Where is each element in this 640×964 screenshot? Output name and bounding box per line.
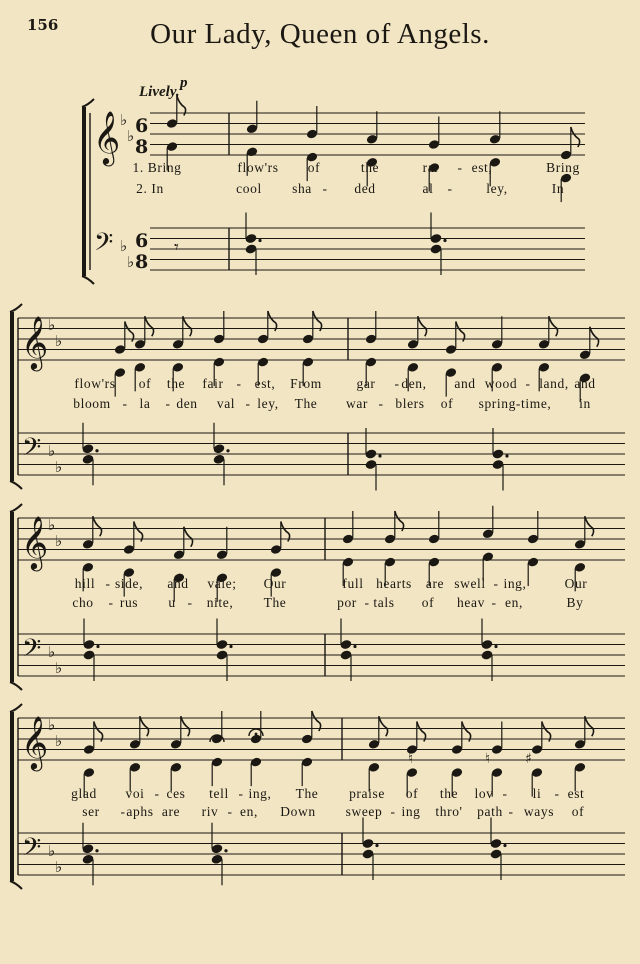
system-2-verse1-syllable: est, <box>254 376 276 391</box>
fermata-1-dot <box>216 739 219 742</box>
system-3-verse1-syllable: vale; <box>207 576 237 591</box>
system-4-treble-note-12-flag <box>585 716 594 736</box>
system-4-verse2-syllable: Down <box>280 804 316 819</box>
system-2-verse2-syllable: spring-time, <box>478 396 552 411</box>
system-2-treble-key-flat-1: ♭ <box>48 316 56 334</box>
system-2-verse1-syllable: - <box>394 376 400 391</box>
system-2-verse2-syllable: - <box>165 396 171 411</box>
system-2-bass-chord-2-dot <box>226 449 229 452</box>
system-2-bass-chord-4-dot <box>505 454 508 457</box>
system-4-bass-key-flat-2: ♭ <box>55 858 63 876</box>
system-3-verse1-syllable: ing, <box>503 576 527 591</box>
system-3-verse1-syllable: Our <box>263 576 287 591</box>
system-1-treble-key-flat-2: ♭ <box>127 127 135 145</box>
system-4-verse1-syllable: - <box>554 786 560 801</box>
system-2-verse1-syllable: wood <box>484 376 518 391</box>
system-3-verse2-syllable: - <box>364 595 370 610</box>
system-4-verse1-syllable: voi <box>125 786 145 801</box>
system-3-treble-note-3-flag <box>184 527 193 547</box>
system-2-verse1-syllable: den, <box>401 376 427 391</box>
system-4-verse1-syllable: the <box>439 786 459 801</box>
system-4-verse1-syllable: tell <box>209 786 229 801</box>
system-2-treble-note-2-flag <box>145 316 154 336</box>
system-3-verse2-syllable: The <box>263 595 287 610</box>
system-2-bracket <box>10 312 14 481</box>
system-4-verse2-syllable: - <box>120 804 126 819</box>
system-4-verse1-syllable: glad <box>71 786 97 801</box>
system-3-bass-key-flat-1: ♭ <box>48 643 56 661</box>
system-1-verse1-syllable: - <box>457 160 463 175</box>
system-2-verse1-syllable: of <box>138 376 152 391</box>
system-2-bass-key-flat-1: ♭ <box>48 442 56 460</box>
system-2-bass-clef: 𝄢 <box>22 433 42 468</box>
system-3-treble-clef: 𝄞 <box>21 515 49 569</box>
system-4-bass-chord-3-dot <box>375 844 378 847</box>
system-4-verse1-syllable: li <box>532 786 542 801</box>
system-1-treble-key-flat-1: ♭ <box>120 111 128 129</box>
system-3-verse1-syllable: and <box>167 576 189 591</box>
system-4-verse1-syllable: lov <box>474 786 494 801</box>
system-1-verse2-syllable: - <box>322 181 328 196</box>
system-2-bracket-top-curl <box>10 304 22 312</box>
system-1-verse1-syllable: est, <box>471 160 493 175</box>
system-2-verse1-syllable: the <box>166 376 186 391</box>
system-1-bass-chord-1-dot <box>258 239 261 242</box>
system-3-verse1-syllable: - <box>105 576 111 591</box>
system-2-treble-clef: 𝄞 <box>21 315 49 369</box>
system-4-verse2-syllable: are <box>161 804 181 819</box>
system-4-verse2-syllable: - <box>227 804 233 819</box>
system-3-verse2-syllable: heav <box>457 595 485 610</box>
system-3-verse2-syllable: - <box>108 595 114 610</box>
system-2-verse1-syllable: gar <box>356 376 376 391</box>
system-2-verse2-syllable: of <box>440 396 454 411</box>
system-4-verse1-syllable: ing, <box>248 786 272 801</box>
system-2-verse2-syllable: - <box>122 396 128 411</box>
system-2-bass-chord-3-dot <box>378 454 381 457</box>
system-2-verse2-syllable: ley, <box>257 396 279 411</box>
system-1-verse2-syllable: ded <box>354 181 376 196</box>
system-2-verse2-syllable: blers <box>395 396 425 411</box>
system-1-bass-key-flat-1: ♭ <box>120 237 128 255</box>
system-2-treble-note-11-flag <box>549 316 558 336</box>
system-2-bass-key-flat-2: ♭ <box>55 458 63 476</box>
system-1-verse1-syllable: Bring <box>546 160 580 175</box>
system-2-verse2-syllable: bloom <box>73 396 111 411</box>
system-4-verse1-syllable: of <box>405 786 419 801</box>
system-4-treble-clef: 𝄞 <box>21 715 49 769</box>
system-3-verse1-syllable: Our <box>564 576 588 591</box>
system-1-treble-clef: 𝄞 <box>93 110 121 164</box>
system-4-verse1-syllable: est <box>567 786 585 801</box>
system-3-verse2-syllable: tals <box>373 595 395 610</box>
system-4-bass-chord-4-dot <box>503 844 506 847</box>
system-3-bass-chord-2-dot <box>229 645 232 648</box>
system-1-verse1-syllable: rar <box>422 160 440 175</box>
system-4-verse1-syllable: - <box>502 786 508 801</box>
system-4-natural-accidental-2: ♮ <box>485 751 491 767</box>
system-3-bracket <box>10 512 14 682</box>
system-4-bass-chord-1-dot <box>95 849 98 852</box>
tempo-marking: Lively. <box>139 84 180 100</box>
system-2-verse2-syllable: - <box>245 396 251 411</box>
system-4-verse2-syllable: ing <box>401 804 421 819</box>
system-3-verse2-syllable: nite, <box>206 595 234 610</box>
system-1-verse1-syllable: flow'rs <box>237 160 279 175</box>
system-4-bracket-top-curl <box>10 704 22 712</box>
system-4-treble-key-flat-2: ♭ <box>55 732 63 750</box>
system-4-bass-chord-2-dot <box>224 849 227 852</box>
system-2-verse1-syllable: From <box>290 376 322 391</box>
system-4-verse2-syllable: en, <box>240 804 258 819</box>
system-2-verse2-syllable: in <box>579 396 591 411</box>
system-3-verse2-syllable: por <box>337 595 357 610</box>
system-3-verse2-syllable: - <box>187 595 193 610</box>
system-4-verse2-syllable: sweep <box>345 804 383 819</box>
system-3-bracket-top-curl <box>10 504 22 512</box>
system-3-verse1-syllable: hearts <box>376 576 412 591</box>
system-1-verse2-syllable: ley, <box>486 181 508 196</box>
system-2-verse2-syllable: - <box>378 396 384 411</box>
system-2-verse2-syllable: den <box>176 396 198 411</box>
system-2-verse2-syllable: war <box>345 396 369 411</box>
system-3-verse2-syllable: - <box>491 595 497 610</box>
bass-eighth-rest: 𝄾 <box>174 237 179 258</box>
system-3-verse1-syllable: side, <box>114 576 144 591</box>
system-1-bass-clef: 𝄢 <box>94 228 114 263</box>
system-1-verse2-syllable: al <box>422 181 434 196</box>
system-3-verse2-syllable: u <box>168 595 176 610</box>
system-4-verse2-syllable: ways <box>523 804 555 819</box>
system-1-verse2-syllable: sha <box>292 181 312 196</box>
system-2-verse1-syllable: fair <box>202 376 224 391</box>
system-4-verse2-syllable: ser <box>82 804 100 819</box>
bass-time-signature-top: 6 <box>135 230 149 252</box>
system-3-verse2-syllable: of <box>421 595 435 610</box>
system-3-treble-key-flat-2: ♭ <box>55 532 63 550</box>
system-4-verse1-syllable: The <box>295 786 319 801</box>
system-2-verse1-syllable: land, <box>539 376 569 391</box>
system-1-verse2-syllable: 2. In <box>136 181 164 196</box>
system-4-treble-note-7-flag <box>379 716 388 736</box>
system-2-verse1-syllable: - <box>236 376 242 391</box>
system-3-bass-chord-3-dot <box>353 645 356 648</box>
system-2-verse2-syllable: la <box>139 396 151 411</box>
system-2-treble-note-3-flag <box>183 316 192 336</box>
page-number: 156 <box>27 16 59 34</box>
system-2-bass-chord-1-dot <box>95 449 98 452</box>
system-3-verse2-syllable: en, <box>505 595 523 610</box>
system-3-verse1-syllable: are <box>425 576 445 591</box>
system-3-verse1-syllable: full <box>342 576 364 591</box>
system-3-bass-chord-1-dot <box>96 645 99 648</box>
system-4-bass-clef: 𝄢 <box>22 833 42 868</box>
system-3-verse2-syllable: cho <box>72 595 94 610</box>
system-4-verse2-syllable: path <box>477 804 503 819</box>
system-3-verse2-syllable: rus <box>119 595 139 610</box>
system-1-verse2-syllable: - <box>447 181 453 196</box>
treble-time-signature-top: 6 <box>135 115 149 137</box>
system-1-bracket-bottom-curl <box>82 276 94 284</box>
system-4-verse1-syllable: praise <box>349 786 385 801</box>
system-4-treble-key-flat-1: ♭ <box>48 716 56 734</box>
system-4-treble-note-2-flag <box>140 716 149 736</box>
system-4-verse2-syllable: - <box>508 804 514 819</box>
system-1-verse2-syllable: cool <box>236 181 262 196</box>
system-3-treble-key-flat-1: ♭ <box>48 516 56 534</box>
system-1-bracket-top-curl <box>82 99 94 107</box>
system-1-verse1-syllable: 1. Bring <box>132 160 182 175</box>
system-4-verse2-syllable: of <box>571 804 585 819</box>
system-4-verse2-syllable: aphs <box>126 804 154 819</box>
system-3-bass-chord-4-dot <box>494 645 497 648</box>
page-title: Our Lady, Queen of Angels. <box>150 18 490 50</box>
system-2-treble-note-8-flag <box>418 316 427 336</box>
system-4-treble-note-3-flag <box>181 716 190 736</box>
system-2-verse1-syllable: and <box>454 376 476 391</box>
system-4-verse1-syllable: ces <box>166 786 186 801</box>
system-3-bass-key-flat-2: ♭ <box>55 659 63 677</box>
system-2-bracket-bottom-curl <box>10 481 22 489</box>
system-2-treble-note-12-flag <box>590 327 599 347</box>
system-1-bass-key-flat-2: ♭ <box>127 253 135 271</box>
system-1-bass-chord-2-dot <box>443 239 446 242</box>
treble-time-signature-bottom: 8 <box>135 136 149 158</box>
system-4-verse2-syllable: riv <box>201 804 219 819</box>
system-3-treble-note-11-flag <box>585 516 594 536</box>
bass-time-signature-bottom: 8 <box>135 251 149 273</box>
system-4-sharp-accidental: ♯ <box>525 751 532 767</box>
system-3-verse1-syllable: - <box>493 576 499 591</box>
fermata-2-dot <box>255 733 258 736</box>
system-4-verse1-syllable: - <box>154 786 160 801</box>
system-1-verse1-syllable: of <box>307 160 321 175</box>
system-3-bass-clef: 𝄢 <box>22 634 42 669</box>
system-4-bracket <box>10 712 14 881</box>
system-1-verse2-syllable: In <box>551 181 565 196</box>
system-3-bracket-bottom-curl <box>10 682 22 690</box>
system-2-verse2-syllable: val <box>216 396 236 411</box>
system-2-verse2-syllable: The <box>294 396 318 411</box>
system-4-bracket-bottom-curl <box>10 881 22 889</box>
system-3-treble-note-1-flag <box>93 516 102 536</box>
system-2-treble-key-flat-2: ♭ <box>55 332 63 350</box>
system-1-bracket <box>82 107 86 276</box>
system-4-verse2-syllable: - <box>390 804 396 819</box>
dynamic-marking: p <box>180 75 188 91</box>
system-4-natural-accidental-1: ♮ <box>408 751 414 767</box>
system-2-verse1-syllable: and <box>574 376 596 391</box>
system-2-verse1-syllable: flow'rs <box>74 376 116 391</box>
system-3-verse1-syllable: swell <box>454 576 486 591</box>
system-3-verse1-syllable: hill <box>74 576 96 591</box>
system-4-bass-key-flat-1: ♭ <box>48 842 56 860</box>
system-4-verse2-syllable: thro' <box>435 804 463 819</box>
system-4-verse1-syllable: - <box>238 786 244 801</box>
system-3-verse2-syllable: By <box>566 595 584 610</box>
system-2-verse1-syllable: - <box>525 376 531 391</box>
system-1-verse1-syllable: the <box>360 160 380 175</box>
